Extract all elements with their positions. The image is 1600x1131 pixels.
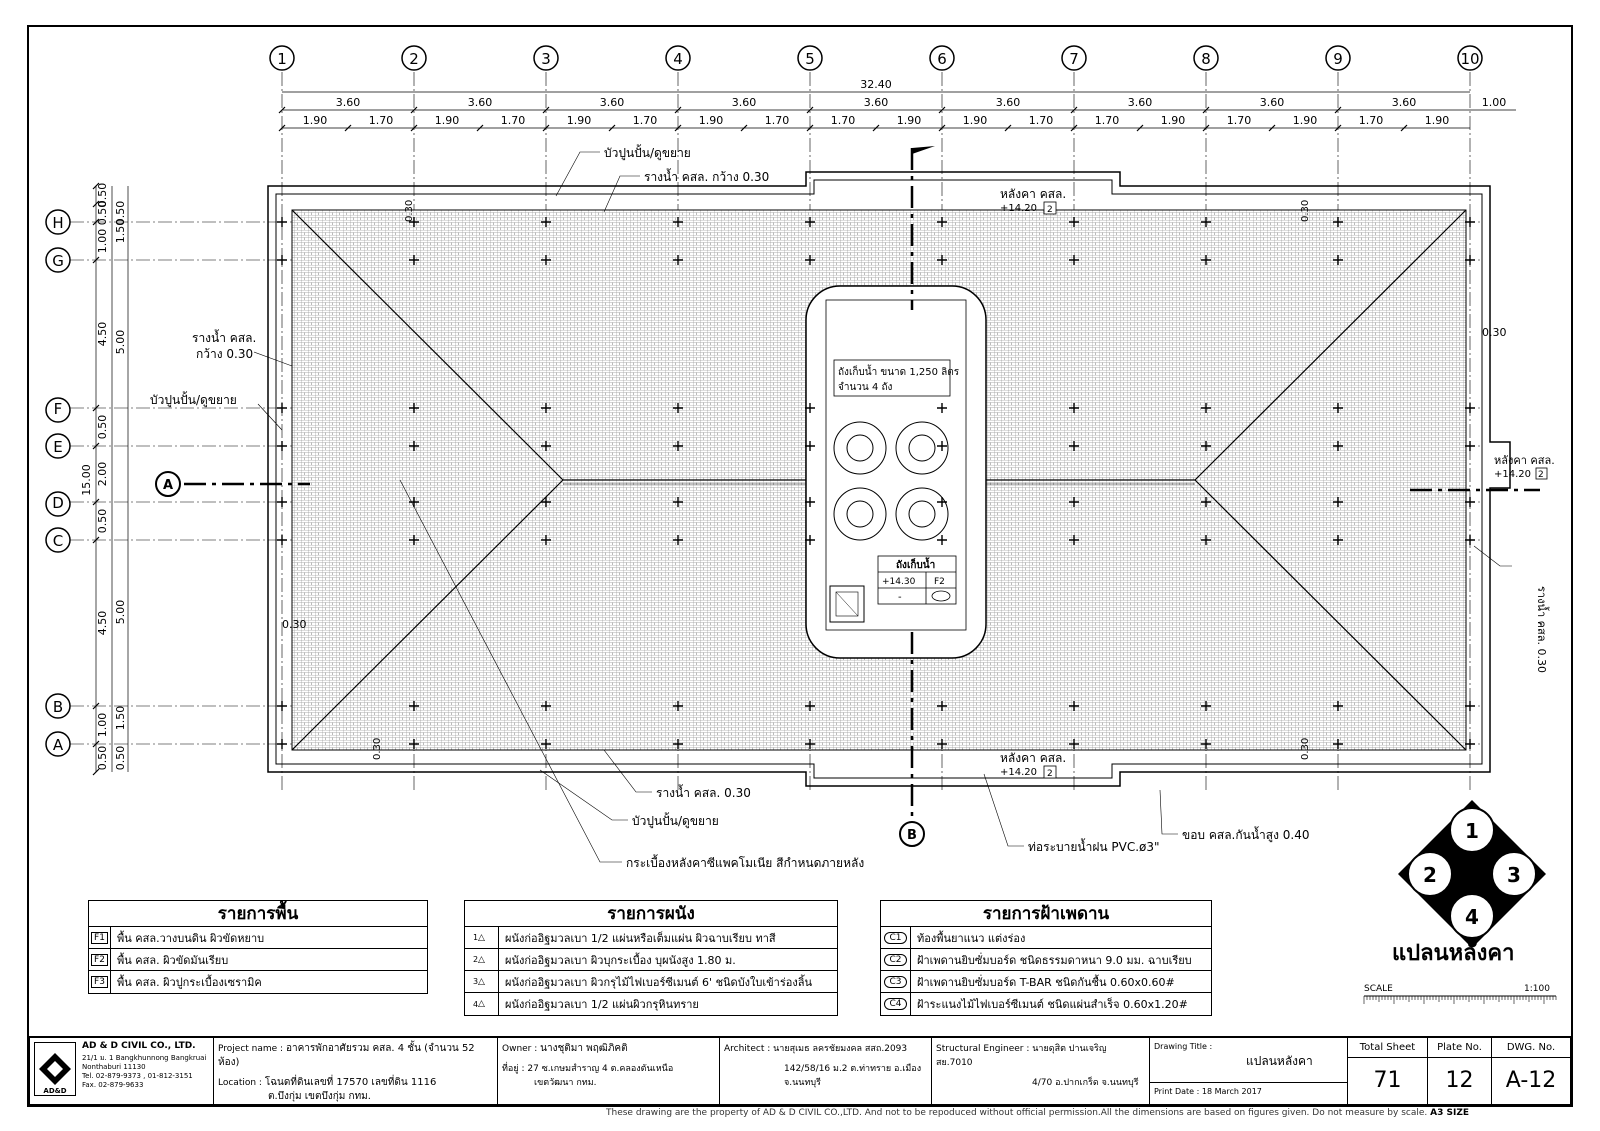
grid-intersection-mark [277, 535, 287, 545]
dim-bay-7: 3.60 [1127, 96, 1153, 109]
grid-label-row-F: F [53, 400, 63, 418]
drawing-title: แปลนหลังคา [1392, 941, 1515, 966]
grid-label-col-6: 6 [937, 50, 947, 68]
company-name: AD & D CIVIL CO., LTD. [82, 1041, 196, 1051]
dim-sub-16: 1.90 [1292, 114, 1318, 127]
gutter-left-label: รางน้ำ คสล. [192, 331, 257, 345]
ridge-right-level: +14.20 [1494, 469, 1532, 480]
grid-intersection-mark [277, 441, 287, 451]
dim-bay-1: 3.60 [335, 96, 361, 109]
total-sheet: 71 [1373, 1068, 1402, 1093]
eave-left-label: บัวปูนปั้น/ดูขยาย [150, 393, 237, 407]
dim-sub-18: 1.90 [1424, 114, 1450, 127]
dim-left-inner-3: 5.00 [114, 329, 127, 355]
dim-left-outer-2: 0.50 [96, 200, 109, 226]
gutter-left-label-2: กว้าง 0.30 [196, 347, 254, 361]
title-block: AD&D AD & D CIVIL CO., LTD. 21/1 ม. 1 Bangkhunnong Bangkruai Nonthaburi 11130 Tel. 02-879-9373 , 01-812-3151 Fax. 02-879-9633 Project name : อาคารพักอาศัยรวม คสล. 4 ชั้น (จำนวน 52 ห้อง) Location : โฉนดที่ดินเลขที่ 17570 เลขที่ดิน 1116 ต.บึงกุ่ม เขตบึงกุ่ม กทม. Owner : นางชุติมา พฤฒิภิคติ ที่อยู่ : 27 ซ.เกษมสำราญ 4 ต.คลองตันเหนือ เขตวัฒนา กทม. Architect : นายสุเมธ ลครชัยมงคล สสถ.2093 142/58/16 ม.2 ต.ท่าทราย อ.เมือง จ.นนทบุรี Structural Engineer : นายดุสิต ปานเจริญ สย.7010 4/70 อ.ปากเกร็ด จ.นนทบุรี Drawing Title : แปลนหลังคา Print Date : 18 March 2017 Total Sheet 71 Plate No. 12 DWG. No. A-12 [28, 1036, 1572, 1106]
grid-intersection-mark [277, 739, 287, 749]
dim-left-inner-1: 0.50 [114, 200, 127, 226]
title-block-drawing-title: แปลนหลังคา [1246, 1054, 1313, 1068]
legend-floor-title: รายการพื้น [89, 901, 427, 927]
engineer-name: นายดุสิต ปานเจริญ สย.7010 [936, 1044, 1107, 1068]
curb-label: ขอบ คสล.กันน้ำสูง 0.40 [1182, 828, 1310, 842]
key-plan [1398, 800, 1546, 948]
grid-intersection-mark [277, 217, 287, 227]
dim-left-outer-3: 1.00 [96, 228, 109, 254]
scale-bar [1364, 996, 1556, 1004]
footer-disclaimer: These drawing are the property of AD & D CIVIL CO.,LTD. And not to be repoduced without official permission.All the dimensions are based on figures given. Do not measure by scale. A3 SIZE [606, 1108, 1469, 1118]
ridge-top-level: +14.20 [1000, 203, 1038, 214]
dim-sub-14: 1.90 [1160, 114, 1186, 127]
grid-label-row-C: C [52, 532, 64, 550]
dim-030-top-right: 0.30 [1300, 199, 1311, 222]
grid-intersection-mark [277, 255, 287, 265]
project-name: อาคารพักอาศัยรวม คสล. 4 ชั้น (จำนวน 52 ห้อง) [218, 1043, 475, 1068]
dim-030-top-left: 0.30 [404, 199, 415, 222]
grid-label-row-D: D [52, 494, 64, 512]
gutter-right-label: รางน้ำ คสล. 0.30 [1535, 586, 1548, 673]
tank-label: ถังเก็บน้ำ [896, 560, 936, 571]
dim-sub-10: 1.90 [896, 114, 922, 127]
grid-intersection-mark [277, 497, 287, 507]
dim-overall-width: 32.40 [860, 78, 892, 91]
tank-note-1: ถังเก็บน้ำ ขนาด 1,250 ลิตร [838, 367, 960, 378]
architect-name: นายสุเมธ ลครชัยมงคล สสถ.2093 [773, 1044, 908, 1054]
drawing-number: A-12 [1505, 1068, 1557, 1093]
grid-label-col-9: 9 [1333, 50, 1343, 68]
dim-sub-5: 1.90 [566, 114, 592, 127]
dim-sub-15: 1.70 [1226, 114, 1252, 127]
dim-030-bot-right: 0.30 [1300, 737, 1311, 760]
dim-left-outer-10: 0.50 [96, 745, 109, 771]
key-4: 4 [1465, 905, 1479, 929]
ridge-bot-level: +14.20 [1000, 767, 1038, 778]
owner-name: นางชุติมา พฤฒิภิคติ [540, 1043, 628, 1054]
dim-sub-17: 1.70 [1358, 114, 1384, 127]
dim-sub-11: 1.90 [962, 114, 988, 127]
dim-sub-9: 1.70 [830, 114, 856, 127]
gutter-top-label: รางน้ำ คสล. กว้าง 0.30 [644, 170, 770, 184]
grid-intersection-mark [277, 701, 287, 711]
company-logo: AD&D [34, 1042, 76, 1096]
grid-label-col-10: 10 [1460, 50, 1480, 68]
dim-sub-2: 1.70 [368, 114, 394, 127]
grid-label-col-8: 8 [1201, 50, 1211, 68]
dim-030-left: 0.30 [282, 618, 307, 631]
dim-sub-7: 1.90 [698, 114, 724, 127]
column-grid-bubbles [270, 46, 1482, 70]
dim-left-outer-1: 0.50 [96, 182, 109, 208]
ridge-bot-label: หลังคา คสล. [1000, 751, 1067, 765]
dim-030-bot-left: 0.30 [372, 737, 383, 760]
key-1: 1 [1465, 819, 1479, 843]
ridge-top-label: หลังคา คสล. [1000, 187, 1067, 201]
eave-top-label: บัวปูนปั้น/ดูขยาย [604, 146, 691, 160]
grid-label-row-A: A [52, 736, 64, 754]
tank-dash: - [898, 592, 902, 603]
grid-label-row-G: G [52, 252, 64, 270]
tank-tag: F2 [934, 577, 945, 587]
dim-left-outer-5: 0.50 [96, 414, 109, 440]
grid-label-row-E: E [53, 438, 63, 456]
grid-label-col-4: 4 [673, 50, 683, 68]
dim-left-overall: 15.00 [80, 464, 93, 496]
dim-sub-3: 1.90 [434, 114, 460, 127]
grid-label-col-7: 7 [1069, 50, 1079, 68]
grid-intersection-mark [277, 403, 287, 413]
print-date: 18 March 2017 [1201, 1087, 1262, 1096]
dim-bay-8: 3.60 [1259, 96, 1285, 109]
dim-sub-13: 1.70 [1094, 114, 1120, 127]
legend-ceiling: รายการฝ้าเพดาน C1 ท้องพื้นยาแนว แต่งร่อง C2 ฝ้าเพดานยิบซั่มบอร์ด ชนิดธรรมดาหนา 9.0 มม. ฉาบเรียบ C3 ฝ้าเพดานยิบซั่มบอร์ด T-BAR ชนิดกันชื้น 0.60x0.60# C4 ฝ้าระแนงไม้ไฟเบอร์ซีเมนต์ ชนิดแผ่นสำเร็จ 0.60x1.20# [880, 900, 1212, 1016]
dim-sub-1: 1.90 [302, 114, 328, 127]
scale-value: 1:100 [1524, 984, 1550, 994]
left-dimensions [80, 183, 128, 775]
legend-wall: รายการผนัง △ 1 ผนังก่ออิฐมวลเบา 1/2 แผ่นหรือเต็มแผ่น ผิวฉาบเรียบ ทาสี △ 2 ผนังก่ออิฐมวลเบา ผิวบุกระเบื้อง บุผนังสูง 1.80 ม. △ 3 ผนังก่ออิฐมวลเบา ผิวกรุไม้ไฟเบอร์ซีเมนต์ 6' ชนิดบังใบเข้าร่องลิ้น △ 4 ผนังก่ออิฐมวลเบา 1/2 แผ่นผิวกรุหินทราย [464, 900, 838, 1016]
top-dimensions [279, 78, 1516, 131]
dim-sub-8: 1.70 [764, 114, 790, 127]
dim-sub-6: 1.70 [632, 114, 658, 127]
key-2: 2 [1423, 863, 1437, 887]
tank-level: +14.30 [882, 577, 916, 587]
dim-bay-6: 3.60 [995, 96, 1021, 109]
grid-label-row-B: B [52, 698, 64, 716]
tile-note-label: กระเบื้องหลังคาซีแพคโมเนีย สีกำหนดภายหลัง [626, 856, 865, 870]
dim-bay-2: 3.60 [467, 96, 493, 109]
dim-left-outer-7: 0.50 [96, 508, 109, 534]
eave-bot-label: บัวปูนปั้น/ดูขยาย [632, 814, 719, 828]
legend-wall-title: รายการผนัง [465, 901, 837, 927]
dim-sub-12: 1.70 [1028, 114, 1054, 127]
ridge-bot-tag: 2 [1047, 769, 1053, 779]
plate-number: 12 [1445, 1068, 1474, 1093]
dim-left-inner-4: 5.00 [114, 599, 127, 625]
tank-note-2: จำนวน 4 ถัง [838, 382, 893, 393]
dim-end: 1.00 [1481, 96, 1507, 109]
drain-label: ท่อระบายน้ำฝน PVC.ø3" [1028, 840, 1160, 854]
dim-bay-3: 3.60 [599, 96, 625, 109]
dim-left-inner-5: 1.50 [114, 705, 127, 731]
dim-left-outer-9: 1.00 [96, 712, 109, 738]
legend-floor: รายการพื้น F1 พื้น คสล.วางบนดิน ผิวขัดหยาบ F2 พื้น คสล. ผิวขัดมันเรียบ F3 พื้น คสล. ผิวปูกระเบื้องเซรามิค [88, 900, 428, 994]
dim-left-outer-8: 4.50 [96, 610, 109, 636]
row-grid-bubbles [46, 210, 70, 756]
grid-label-col-1: 1 [277, 50, 287, 68]
dim-bay-4: 3.60 [731, 96, 757, 109]
dim-bay-5: 3.60 [863, 96, 889, 109]
ridge-right-label: หลังคา คสล. [1494, 454, 1555, 467]
grid-label-col-5: 5 [805, 50, 815, 68]
grid-label-row-H: H [52, 214, 64, 232]
grid-label-col-2: 2 [409, 50, 419, 68]
dim-left-inner-2: 1.50 [114, 218, 127, 244]
dim-left-inner-6: 0.50 [114, 745, 127, 771]
sheet-size: A3 SIZE [1430, 1108, 1469, 1118]
svg-text:B: B [907, 828, 917, 843]
gutter-bot-label: รางน้ำ คสล. 0.30 [656, 786, 751, 800]
grid-label-col-3: 3 [541, 50, 551, 68]
scale-label: SCALE [1364, 984, 1393, 994]
ridge-top-tag: 2 [1047, 205, 1053, 215]
legend-ceiling-title: รายการฝ้าเพดาน [881, 901, 1211, 927]
svg-text:A: A [163, 478, 174, 493]
key-3: 3 [1507, 863, 1521, 887]
dim-left-outer-4: 4.50 [96, 321, 109, 347]
dim-bay-9: 3.60 [1391, 96, 1417, 109]
ridge-right-tag: 2 [1538, 470, 1544, 480]
section-flag-top [912, 146, 935, 154]
dim-sub-4: 1.70 [500, 114, 526, 127]
dim-left-outer-6: 2.00 [96, 461, 109, 487]
dim-030-right: 0.30 [1482, 326, 1507, 339]
